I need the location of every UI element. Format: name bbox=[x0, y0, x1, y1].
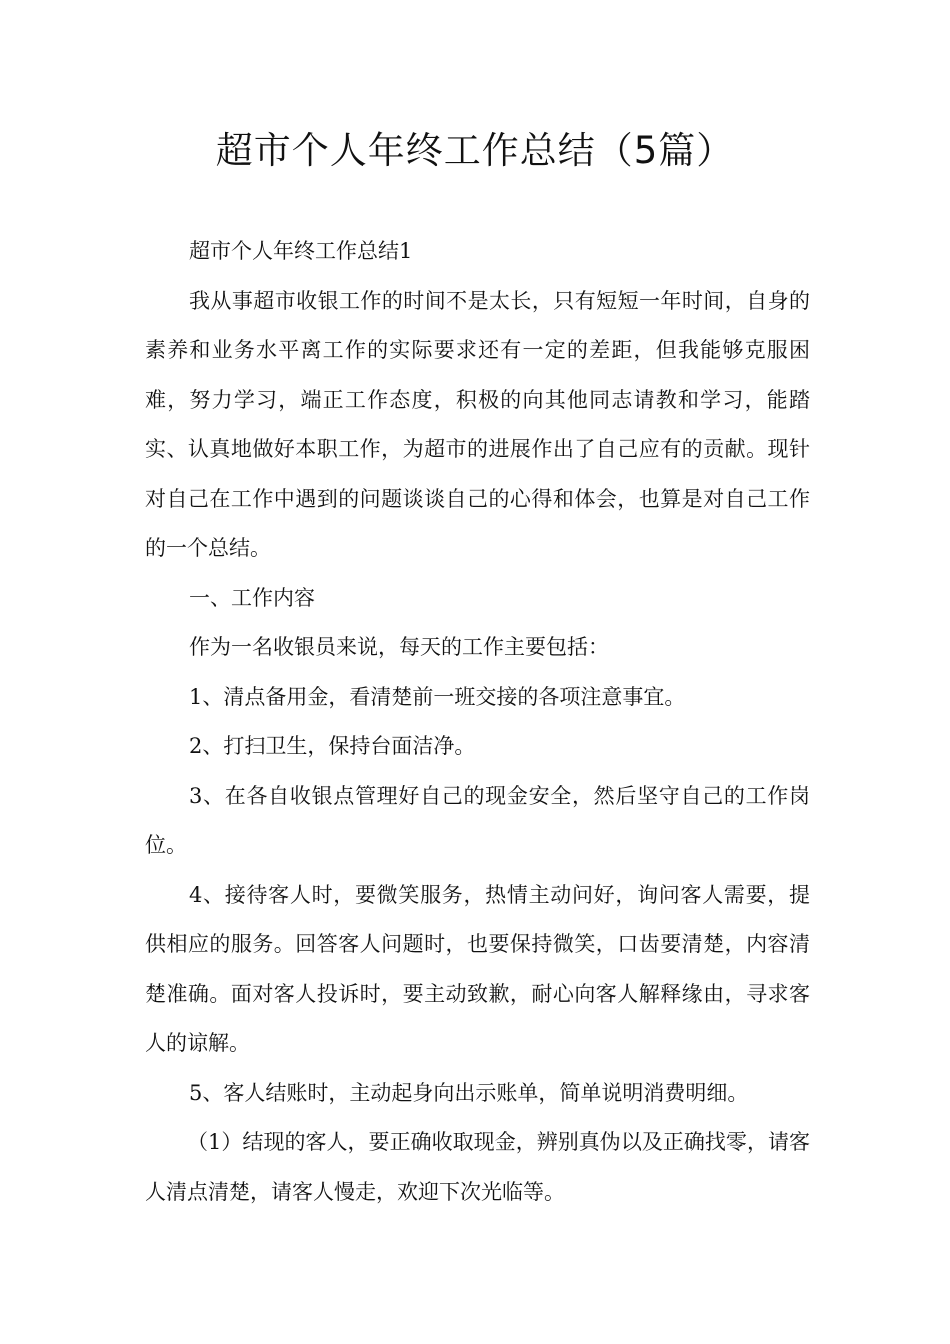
sub-list-item: （1）结现的客人，要正确收取现金，辨别真伪以及正确找零，请客人清点清楚，请客人慢走，欢迎下次光临等。 bbox=[145, 1130, 810, 1204]
paragraph: 作为一名收银员来说，每天的工作主要包括： bbox=[189, 635, 609, 659]
list-item: 2、打扫卫生，保持台面洁净。 bbox=[189, 734, 476, 758]
list-item: 3、在各自收银点管理好自己的现金安全，然后坚守自己的工作岗位。 bbox=[145, 783, 810, 857]
section-heading: 超市个人年终工作总结1 bbox=[189, 239, 413, 263]
subsection-heading: 一、工作内容 bbox=[189, 585, 315, 610]
list-item: 5、客人结账时，主动起身向出示账单，简单说明消费明细。 bbox=[189, 1080, 749, 1105]
document-title: 超市个人年终工作总结（5篇） bbox=[215, 129, 735, 172]
list-item: 4、接待客人时，要微笑服务，热情主动问好，询问客人需要，提供相应的服务。回答客人问题时，也要保持微笑，口齿要清楚，内容清楚准确。面对客人投诉时，要主动致歉，耐心向客人解释缘由，寻求客人的谅解。 bbox=[145, 882, 810, 1055]
intro-paragraph: 我从事超市收银工作的时间不是太长，只有短短一年时间，自身的素养和业务水平离工作的实际要求还有一定的差距，但我能够克服困难，努力学习，端正工作态度，积极的向其他同志请教和学习，能踏实、认真地做好本职工作，为超市的进展作出了自己应有的贡献。现针对自己在工作中遇到的问题谈谈自己的心得和体会，也算是对自己工作的一个总结。 bbox=[145, 288, 810, 560]
list-item: 1、清点备用金，看清楚前一班交接的各项注意事宜。 bbox=[189, 684, 686, 709]
document-body bbox=[145, 227, 810, 1217]
